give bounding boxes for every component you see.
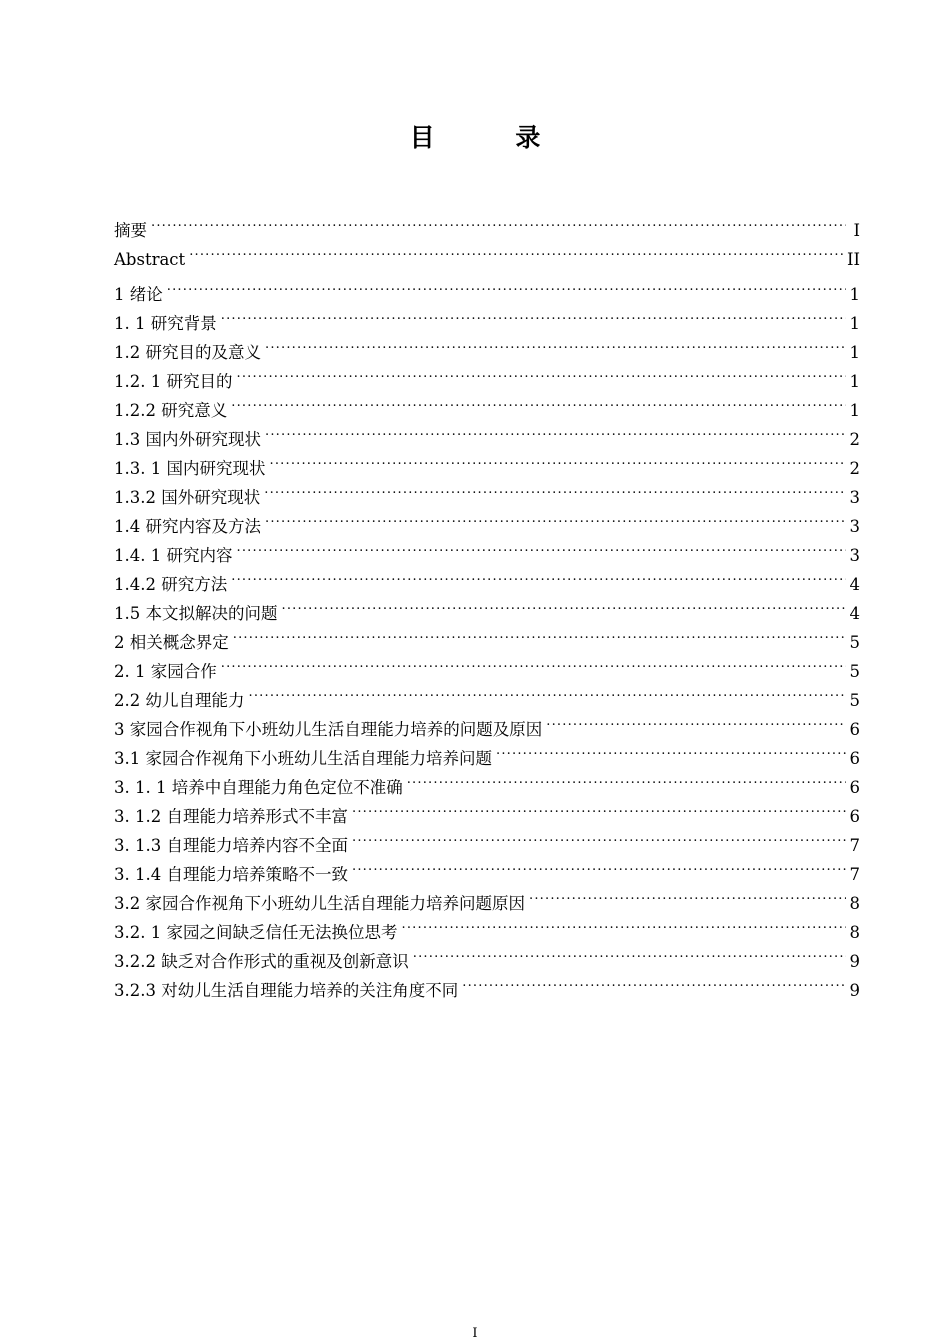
- toc-entry-label: 1.3. 1 国内研究现状: [114, 454, 269, 483]
- toc-entry-label: 3.2. 1 家园之间缺乏信任无法换位思考: [114, 918, 401, 947]
- toc-entry-label: 1.4. 1 研究内容: [114, 541, 236, 570]
- toc-entry-page: II: [846, 250, 860, 269]
- toc-dot-leader: [401, 909, 845, 938]
- toc-dot-leader: [546, 706, 845, 735]
- toc-dot-leader: [282, 590, 846, 619]
- toc-dot-leader: [231, 387, 845, 416]
- toc-entry-label: 3. 1.3 自理能力培养内容不全面: [114, 831, 352, 860]
- toc-entry-label: 3. 1.2 自理能力培养形式不丰富: [114, 802, 352, 831]
- toc-entry-label: 3. 1.4 自理能力培养策略不一致: [114, 860, 352, 889]
- toc-dot-leader: [265, 503, 846, 532]
- toc-entry-page: 6: [849, 720, 860, 739]
- toc-dot-leader: [221, 648, 846, 677]
- toc-entry[interactable]: [114, 329, 860, 362]
- toc-entry-label: 1.3 国内外研究现状: [114, 425, 265, 454]
- toc-entry-label: 1. 1 研究背景: [114, 309, 221, 338]
- toc-entry-page: 1: [849, 343, 860, 362]
- toc-entry-page: 2: [849, 459, 860, 478]
- toc-entry-page: 1: [849, 285, 860, 304]
- toc-entry-page: 4: [849, 604, 860, 623]
- toc-entry-page: 5: [849, 662, 860, 681]
- toc-entry-label: 3.2.2 缺乏对合作形式的重视及创新意识: [114, 947, 413, 976]
- toc-dot-leader: [249, 677, 846, 706]
- toc-entry-page: 9: [849, 981, 860, 1000]
- toc-entry-label: 3. 1. 1 培养中自理能力角色定位不准确: [114, 773, 407, 802]
- toc-dot-leader: [264, 474, 845, 503]
- toc-entry-page: 8: [849, 923, 860, 942]
- toc-entry-label: 1.2 研究目的及意义: [114, 338, 265, 367]
- table-of-contents: [114, 207, 860, 1000]
- toc-entry[interactable]: [114, 648, 860, 681]
- toc-entry-label: 1 绪论: [114, 280, 167, 309]
- toc-entry-label: Abstract: [114, 245, 189, 274]
- toc-entry-label: 3.2 家园合作视角下小班幼儿生活自理能力培养问题原因: [114, 889, 529, 918]
- toc-dot-leader: [236, 358, 845, 387]
- toc-dot-leader: [167, 271, 846, 300]
- toc-entry-label: 2. 1 家园合作: [114, 657, 221, 686]
- toc-entry-label: 1.3.2 国外研究现状: [114, 483, 264, 512]
- toc-entry-page: 7: [849, 836, 860, 855]
- toc-dot-leader: [231, 561, 845, 590]
- toc-entry-page: 1: [849, 372, 860, 391]
- toc-entry-label: 2.2 幼儿自理能力: [114, 686, 249, 715]
- toc-dot-leader: [269, 445, 845, 474]
- toc-entry-label: 1.2.2 研究意义: [114, 396, 231, 425]
- toc-entry-label: 1.4 研究内容及方法: [114, 512, 265, 541]
- toc-dot-leader: [352, 851, 846, 880]
- toc-entry-page: 6: [849, 807, 860, 826]
- toc-dot-leader: [221, 300, 846, 329]
- toc-entry-page: 3: [849, 546, 860, 565]
- toc-entry-page: 6: [849, 778, 860, 797]
- toc-entry-page: 5: [849, 633, 860, 652]
- toc-entry-page: 7: [849, 865, 860, 884]
- toc-entry-page: 3: [849, 488, 860, 507]
- toc-dot-leader: [413, 938, 846, 967]
- page-title: 目 录: [409, 123, 577, 152]
- toc-entry-label: 1.5 本文拟解决的问题: [114, 599, 282, 628]
- toc-dot-leader: [189, 236, 843, 265]
- toc-entry-page: 3: [849, 517, 860, 536]
- toc-dot-leader: [265, 416, 846, 445]
- toc-entry-label: 1.4.2 研究方法: [114, 570, 231, 599]
- toc-entry-page: 2: [849, 430, 860, 449]
- toc-entry-label: 3.2.3 对幼儿生活自理能力培养的关注角度不同: [114, 976, 462, 1005]
- toc-dot-leader: [407, 764, 846, 793]
- toc-dot-leader: [529, 880, 846, 909]
- toc-dot-leader: [462, 967, 845, 996]
- toc-entry[interactable]: [114, 300, 860, 333]
- toc-entry-page: 5: [849, 691, 860, 710]
- toc-entry-page: 1: [849, 401, 860, 420]
- toc-dot-leader: [496, 735, 846, 764]
- toc-entry-page: 4: [849, 575, 860, 594]
- toc-entry-label: 摘要: [114, 216, 151, 245]
- toc-dot-leader: [352, 822, 846, 851]
- toc-entry-label: 1.2. 1 研究目的: [114, 367, 236, 396]
- toc-entry-page: 1: [849, 314, 860, 333]
- toc-entry-page: 9: [849, 952, 860, 971]
- toc-dot-leader: [233, 619, 846, 648]
- toc-entry[interactable]: [114, 677, 860, 710]
- toc-entry-page: I: [853, 221, 860, 240]
- toc-entry[interactable]: [114, 207, 860, 240]
- footer-page-number: I: [472, 1326, 478, 1341]
- toc-entry[interactable]: [114, 236, 860, 269]
- toc-dot-leader: [265, 329, 846, 358]
- toc-entry[interactable]: [114, 271, 860, 304]
- toc-entry-label: 2 相关概念界定: [114, 628, 233, 657]
- toc-entry-page: 8: [849, 894, 860, 913]
- toc-dot-leader: [236, 532, 845, 561]
- toc-entry-label: 3.1 家园合作视角下小班幼儿生活自理能力培养问题: [114, 744, 496, 773]
- toc-entry-page: 6: [849, 749, 860, 768]
- toc-dot-leader: [352, 793, 846, 822]
- toc-dot-leader: [151, 207, 846, 236]
- toc-entry-label: 3 家园合作视角下小班幼儿生活自理能力培养的问题及原因: [114, 715, 546, 744]
